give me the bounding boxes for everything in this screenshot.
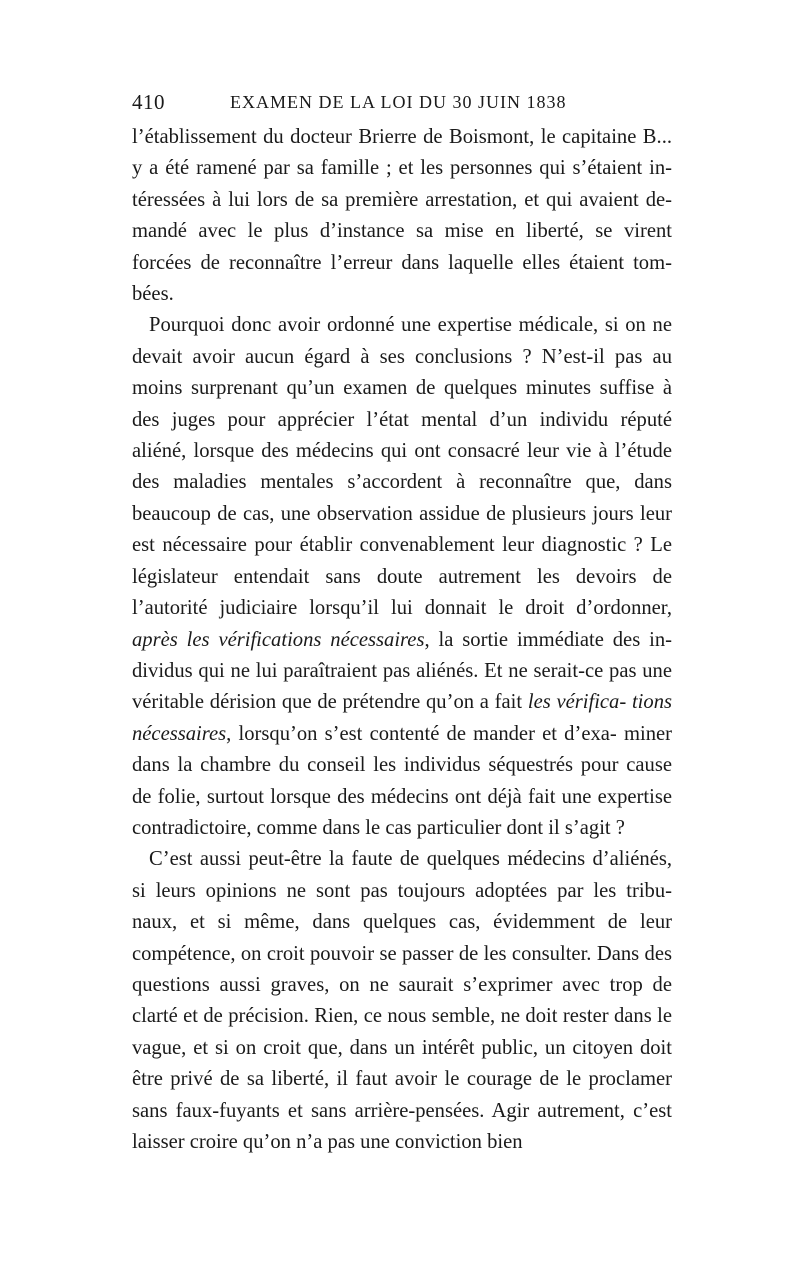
paragraph-2-part-3: , lorsqu’on s’est contenté de mander et d’exa- miner dans la chambre du conseil les individus séquestrés pour cause de folie, surtout lorsque des médecins ont déjà fait une expertise contradictoire, comme dans le cas particulier dont il s’agit ? [132, 722, 672, 839]
paragraph-2-part-1: Pourquoi donc avoir ordonné une expertise médicale, si on ne devait avoir aucun égard à ses conclusions ? N’est-il pas au moins surprenant qu’un examen de quelques minutes suffise à des juges pour apprécier l’état mental d’un individu réputé aliéné, lorsque des médecins qui ont consacré leur vie à l’étude des maladies mentales s’accordent à reconnaître que, dans beaucoup de cas, une observation assidue de plusieurs jours leur est nécessaire pour établir convenablement leur diagnostic ? Le législateur entendait sans doute autrement les devoirs de l’autorité judiciaire lorsqu’il lui donnait le droit d’ordonner, [132, 314, 672, 620]
paragraph-1: l’établissement du docteur Brierre de Boismont, le capitaine B... y a été ramené par sa famille ; et les personnes qui s’étaient in- téressées à lui lors de sa première arrestation, et qui avaient de- mandé avec le plus d’instance sa mise en liberté, se virent forcées de reconnaître l’erreur dans laquelle elles étaient tom- bées. [132, 126, 672, 306]
running-head [132, 90, 672, 122]
page-number: 410 [132, 90, 165, 114]
paragraph-2 [132, 310, 672, 844]
running-title: EXAMEN DE LA LOI DU 30 JUIN 1838 [230, 92, 567, 112]
italic-phrase-1: après les vérifications nécessaires [132, 628, 425, 651]
paragraph-2-part-2: , la sortie immédiate des in- dividus qui ne lui paraîtraient pas aliénés. Et ne serait-ce pas une véritable dérision que de prétendre qu’on a fait [132, 628, 672, 714]
body-text [132, 122, 672, 1158]
book-page [132, 90, 672, 1158]
italic-phrase-2: les vérifica- tions nécessaires [132, 691, 673, 745]
paragraph-3: C’est aussi peut-être la faute de quelques médecins d’aliénés, si leurs opinions ne sont pas toujours adoptées par les tribu- naux, et si même, dans quelques cas, évidemment de leur compétence, on croit pouvoir se passer de les consulter. Dans des questions aussi graves, on ne saurait s’exprimer avec trop de clarté et de précision. Rien, ce nous semble, ne doit rester dans le vague, et si on croit que, dans un intérêt public, un citoyen doit être privé de sa liberté, il faut avoir le courage de le proclamer sans faux-fuyants et sans arrière-pensées. Agir autrement, c’est laisser croire qu’on n’a pas une conviction bien [132, 848, 672, 1153]
